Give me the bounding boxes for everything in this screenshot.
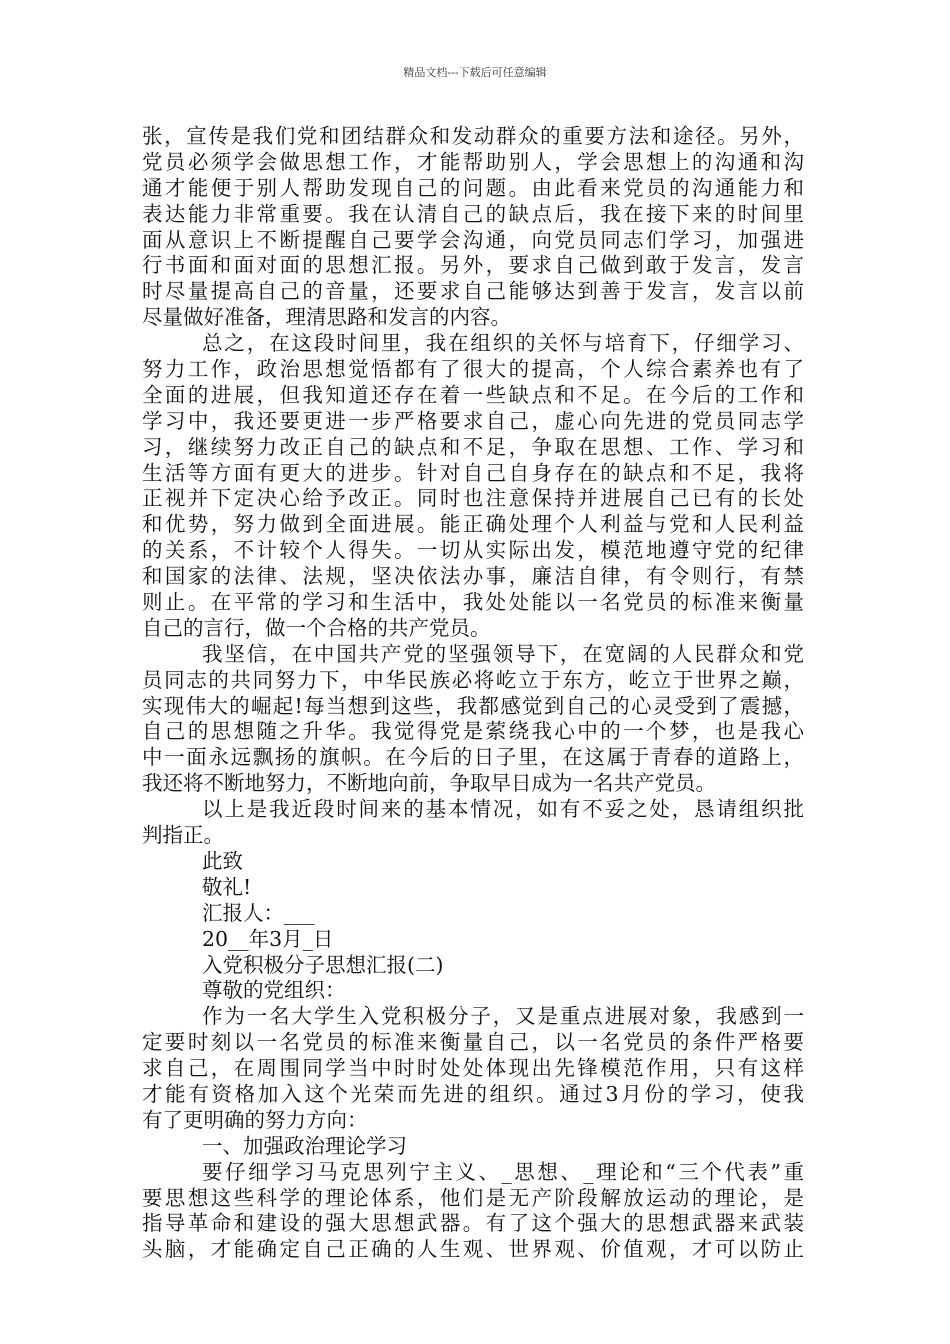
- text-line: 我还将不断地努力，不断地向前，争取早日成为一名共产党员。: [142, 771, 716, 796]
- text-line: 判指正。: [142, 823, 224, 848]
- text-line: 员同志的共同努力下，中华民族必将屹立于东方，屹立于世界之巅，: [142, 667, 804, 692]
- text-line: 要思想这些科学的理论体系，他们是无产阶段解放运动的理论，是: [142, 1185, 804, 1210]
- text-line: 20__年3月_日: [202, 926, 334, 951]
- text-line: 中一面永远飘扬的旗帜。在今后的日子里，在这属于青春的道路上，: [142, 745, 804, 770]
- text-line: 全面的进展，但我知道还存在着一些缺点和不足。在今后的工作和: [142, 382, 804, 407]
- text-line: 时尽量提高自己的音量，还要求自己能够达到善于发言，发言以前: [142, 279, 804, 304]
- text-line: 习，继续努力改正自己的缺点和不足，争取在思想、工作、学习和: [142, 434, 804, 459]
- text-line: 要仔细学习马克思列宁主义、_思想、_理论和“三个代表”重: [202, 1159, 804, 1184]
- text-line: 指导革命和建设的强大思想武器。有了这个强大的思想武器来武装: [142, 1211, 804, 1236]
- page-header: 精品文档---下载后可任意编辑: [403, 66, 547, 79]
- text-line: 则止。在平常的学习和生活中，我处处能以一名党员的标准来衡量: [142, 590, 804, 615]
- text-line: 生活等方面有更大的进步。针对自己自身存在的缺点和不足，我将: [142, 460, 804, 485]
- text-line: 表达能力非常重要。我在认清自己的缺点后，我在接下来的时间里: [142, 201, 804, 226]
- text-line: 定要时刻以一名党员的标准来衡量自己，以一名党员的条件严格要: [142, 1030, 804, 1055]
- text-line: 实现伟大的崛起!每当想到这些，我都感觉到自己的心灵受到了震撼，: [142, 693, 804, 718]
- text-line: 自己的思想随之升华。我觉得党是萦绕我心中的一个梦，也是我心: [142, 719, 804, 744]
- text-line: 通才能便于别人帮助发现自己的问题。由此看来党员的沟通能力和: [142, 175, 804, 200]
- text-line: 尊敬的党组织：: [202, 978, 346, 1003]
- text-line: 总之，在这段时间里，我在组织的关怀与培育下，仔细学习、: [202, 331, 804, 356]
- text-line: 才能有资格加入这个光荣而先进的组织。通过3月份的学习，使我: [142, 1081, 804, 1106]
- text-line: 头脑，才能确定自己正确的人生观、世界观、价值观，才可以防止: [142, 1237, 804, 1262]
- text-line: 此致: [202, 848, 243, 873]
- text-line: 正视并下定决心给予改正。同时也注意保持并进展自己已有的长处: [142, 486, 804, 511]
- document-body: [142, 124, 804, 1263]
- text-line: 的关系，不计较个人得失。一切从实际出发，模范地遵守党的纪律: [142, 538, 804, 563]
- text-line: 张，宣传是我们党和团结群众和发动群众的重要方法和途径。另外，: [142, 124, 804, 148]
- text-line: 一、加强政治理论学习: [202, 1133, 407, 1158]
- text-line: 作为一名大学生入党积极分子，又是重点进展对象，我感到一: [202, 1004, 804, 1029]
- text-line: 自己的言行，做一个合格的共产党员。: [142, 615, 491, 640]
- text-line: 努力工作，政治思想觉悟都有了很大的提高，个人综合素养也有了: [142, 357, 804, 382]
- text-line: 学习中，我还要更进一步严格要求自己，虚心向先进的党员同志学: [142, 408, 804, 433]
- text-line: 和优势，努力做到全面进展。能正确处理个人利益与党和人民利益: [142, 512, 804, 537]
- text-line: 汇报人：___: [202, 900, 315, 925]
- text-line: 尽量做好准备，理清思路和发言的内容。: [142, 305, 511, 330]
- text-line: 我坚信，在中国共产党的坚强领导下，在宽阔的人民群众和党: [202, 641, 804, 666]
- text-line: 有了更明确的努力方向：: [142, 1107, 368, 1132]
- text-line: 入党积极分子思想汇报(二): [202, 952, 444, 977]
- text-line: 和国家的法律、法规，坚决依法办事，廉洁自律，有令则行，有禁: [142, 564, 804, 589]
- text-line: 以上是我近段时间来的基本情况，如有不妥之处，恳请组织批: [202, 797, 804, 822]
- text-line: 党员必须学会做思想工作，才能帮助别人，学会思想上的沟通和沟: [142, 149, 804, 174]
- text-line: 敬礼!: [202, 874, 252, 899]
- text-line: 求自己，在周围同学当中时时处处体现出先锋模范作用，只有这样: [142, 1056, 804, 1081]
- text-line: 行书面和面对面的思想汇报。另外，要求自己做到敢于发言，发言: [142, 253, 804, 278]
- text-line: 面从意识上不断提醒自己要学会沟通，向党员同志们学习，加强进: [142, 227, 804, 252]
